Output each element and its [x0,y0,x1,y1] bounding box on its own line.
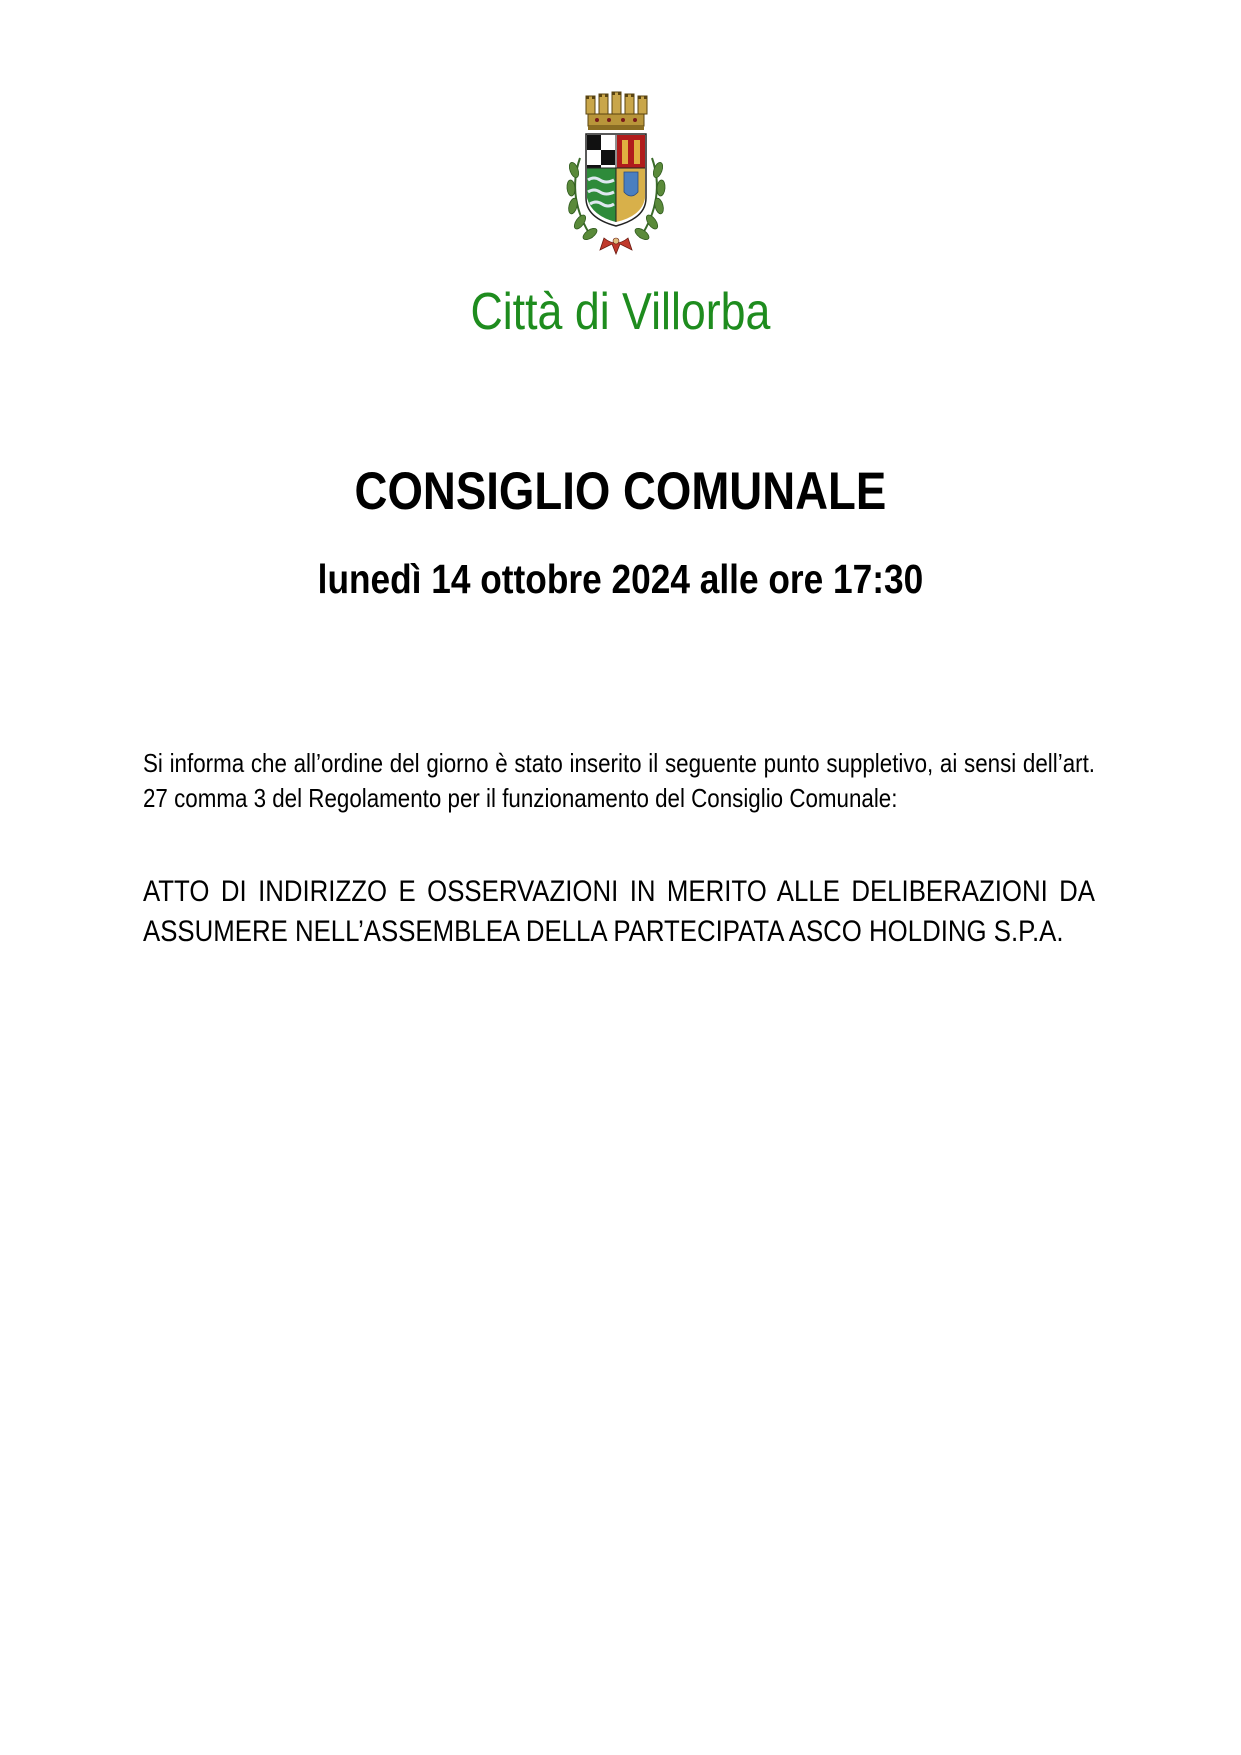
crown [586,92,647,130]
ribbon [600,238,632,254]
shield [586,134,646,226]
coat-of-arms-icon [562,88,670,258]
meeting-title: CONSIGLIO COMUNALE [354,462,887,521]
city-name: Città di Villorba [470,283,771,341]
meeting-date-time: lunedì 14 ottobre 2024 alle ore 17:30 [317,556,924,602]
notice-paragraph: Si informa che all’ordine del giorno è stato inserito il seguente punto suppletivo, ai sensi dell’art. 27 comma 3 del Regolamento per il funzionamento del Consiglio Comunale: [143,748,1096,813]
agenda-item: ATTO DI INDIRIZZO E OSSERVAZIONI IN MERITO ALLE DELIBERAZIONI DA ASSUMERE NELL’ASSEMBLEA DELLA PARTECIPATA ASCO HOLDING S.P.A. [143,875,1096,948]
